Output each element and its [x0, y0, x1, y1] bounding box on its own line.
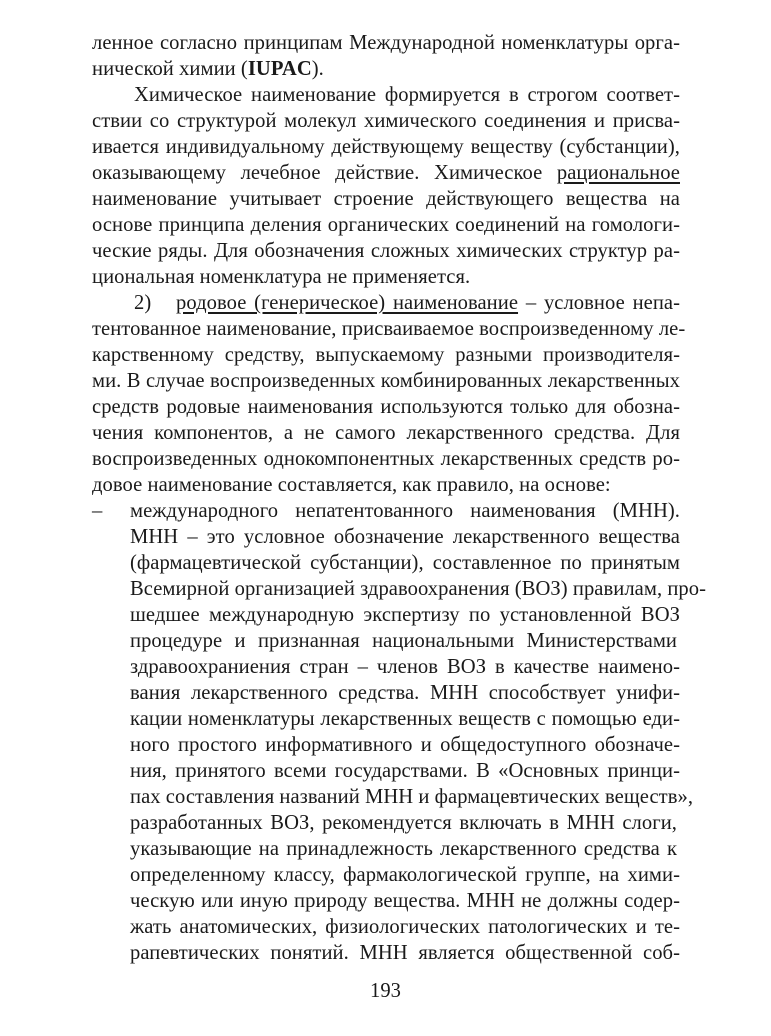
- text-line: [130, 706, 680, 732]
- text-line: [92, 238, 680, 264]
- text-line: [176, 290, 680, 316]
- text-line: [92, 368, 680, 394]
- text-line: [130, 862, 680, 888]
- text-line: [130, 576, 707, 602]
- text-line: [92, 394, 680, 420]
- text-line: [130, 888, 680, 914]
- text-line: [130, 732, 680, 758]
- text-line-content: шедшее международную экспертизу по установленной ВОЗ: [130, 604, 680, 626]
- text-line-content: средств родовые наименования используются только для обозна-: [92, 396, 680, 418]
- text-line-content: кации номенклатуры лекарственных веществ с помощью еди-: [130, 708, 680, 730]
- text-line-content: ния, принятого всеми государствами. В «Основных принци-: [130, 760, 680, 782]
- text-line-content: довое наименование составляется, как правило, на основе:: [92, 474, 611, 496]
- text-line-content: ленное согласно принципам Международной номенклатуры орга-: [92, 32, 680, 54]
- underlined-term: рациональное: [556, 162, 680, 184]
- text-line-content: ческую или иную природу вещества. МНН не должны содер-: [130, 890, 680, 912]
- text-line: [92, 30, 680, 56]
- text-line-content: разработанных ВОЗ, рекомендуется включать в МНН слоги,: [130, 812, 677, 834]
- text-line: [130, 914, 680, 940]
- text-line-content: ми. В случае воспроизведенных комбинированных лекарственных: [92, 370, 680, 392]
- text-line-content: международного непатентованного наименования (МНН).: [130, 500, 680, 522]
- text-line: [130, 654, 680, 680]
- text-segment: оказывающему лечебное действие. Химическое: [92, 162, 557, 184]
- text-line: [92, 316, 686, 342]
- text-line-content: жать анатомических, физиологических патологических и те-: [130, 916, 680, 938]
- text-line: [130, 940, 680, 966]
- list-dash: [92, 498, 102, 524]
- text-line: [92, 264, 470, 290]
- text-line: [92, 446, 680, 472]
- text-line-content: здравоохраниения стран – членов ВОЗ в качестве наимено-: [130, 656, 680, 678]
- text-line-content: пах составления названий МНН и фармацевтических веществ»,: [130, 786, 694, 808]
- text-line: [130, 784, 694, 810]
- text-line: [130, 524, 680, 550]
- text-line-content: вания лекарственного средства. МНН способствует унифи-: [130, 682, 680, 704]
- text-line-content: воспроизведенных однокомпонентных лекарственных средств ро-: [92, 448, 680, 470]
- text-line: [130, 680, 680, 706]
- text-line-content: ческие ряды. Для обозначения сложных химических структур ра-: [92, 240, 680, 262]
- text-line-content: определенному классу, фармакологической группе, на хими-: [130, 864, 680, 886]
- text-line-content: процедуре и признанная национальными Министерствами: [130, 630, 677, 652]
- text-line-content: тентованное наименование, присваиваемое воспроизведенному ле-: [92, 318, 686, 340]
- text-line-content: основе принципа деления органических соединений на гомологи-: [92, 214, 680, 236]
- text-segment: нической химии (: [92, 58, 248, 80]
- text-line-content: наименование учитывает строение действующего вещества на: [92, 188, 680, 210]
- text-line: [92, 134, 680, 160]
- text-line-content: МНН – это условное обозначение лекарственного вещества: [130, 526, 680, 548]
- text-line-content: (фармацевтической субстанции), составленное по принятым: [130, 552, 680, 574]
- text-line: [130, 758, 680, 784]
- iupac-abbreviation: IUPAC: [247, 58, 312, 80]
- text-line: [130, 550, 680, 576]
- text-line: [130, 628, 677, 654]
- underlined-term: родовое (генерическое) наименование: [176, 292, 519, 314]
- text-line-content: рапевтических понятий. МНН является общественной соб-: [130, 942, 680, 964]
- text-line: [92, 212, 680, 238]
- text-line-content: циональная номенклатура не применяется.: [92, 266, 471, 288]
- page-number: 193: [369, 980, 402, 1002]
- text-line-content: карственному средству, выпускаемому разными производителя-: [92, 344, 680, 366]
- text-line: [92, 472, 611, 498]
- text-line: [130, 810, 677, 836]
- text-line-content: указывающие на принадлежность лекарственного средства к: [130, 838, 677, 860]
- text-line-content: ствии со структурой молекул химического соединения и присва-: [92, 110, 680, 132]
- text-line: [130, 836, 677, 862]
- text-line-content: чения компонентов, а не самого лекарственного средства. Для: [92, 422, 680, 444]
- text-segment: ).: [311, 58, 324, 80]
- text-line-content: Всемирной организацией здравоохранения (ВОЗ) правилам, про-: [130, 578, 707, 600]
- list-number: [134, 290, 151, 316]
- text-line: [130, 602, 680, 628]
- text-segment: – условное непа-: [518, 292, 681, 314]
- text-line-content: Химическое наименование формируется в строгом соответ-: [134, 84, 680, 106]
- text-line: [92, 160, 680, 186]
- text-line: [92, 108, 680, 134]
- list-dash-glyph: –: [92, 500, 103, 522]
- text-line-content: ного простого информативного и общедоступного обозначе-: [130, 734, 680, 756]
- text-line: [130, 498, 680, 524]
- text-line: [92, 186, 680, 212]
- list-number-text: 2): [134, 292, 152, 314]
- text-line-content: ивается индивидуальному действующему веществу (субстанции),: [92, 136, 680, 158]
- text-line: [92, 420, 680, 446]
- text-line: [92, 342, 680, 368]
- text-line: [134, 82, 680, 108]
- text-line: [92, 56, 324, 82]
